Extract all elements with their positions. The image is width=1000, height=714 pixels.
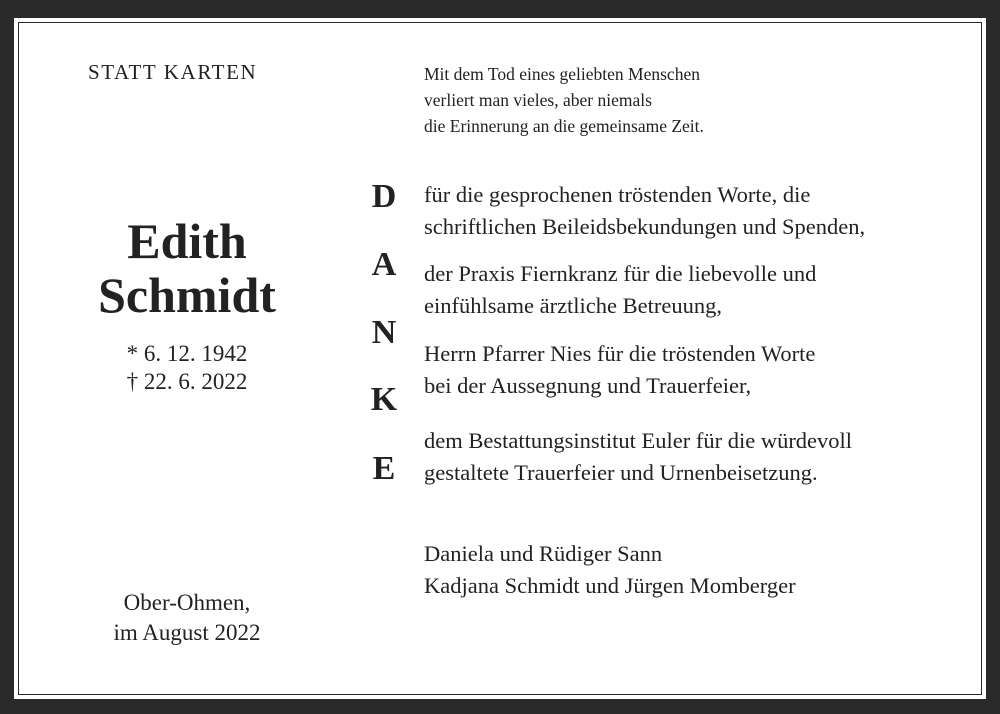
signature-line: Daniela und Rüdiger Sann xyxy=(424,541,663,566)
danke-letter-e: E xyxy=(372,450,396,487)
thanks-line: einfühlsame ärztliche Betreuung, xyxy=(424,293,723,318)
thanks-line: schriftlichen Beileidsbekundungen und Spenden, xyxy=(424,214,866,239)
thanks-line: Herrn Pfarrer Nies für die tröstenden Worte xyxy=(424,341,816,366)
poem-line: verliert man vieles, aber niemals xyxy=(424,90,652,110)
poem xyxy=(424,61,964,139)
obituary-card xyxy=(14,18,986,699)
date: im August 2022 xyxy=(113,620,261,645)
thanks-line: gestaltete Trauerfeier und Urnenbeisetzung. xyxy=(424,460,818,485)
thanks-line: bei der Aussegnung und Trauerfeier, xyxy=(424,373,752,398)
danke-letter-n: N xyxy=(371,314,397,351)
deceased-name xyxy=(74,214,300,322)
statt-karten-label: STATT KARTEN xyxy=(88,60,258,84)
danke-letter-d: D xyxy=(371,178,397,215)
place-and-date xyxy=(74,588,300,648)
danke-letter-a: A xyxy=(371,246,397,283)
thanks-line: für die gesprochenen tröstenden Worte, die xyxy=(424,182,811,207)
signatures xyxy=(424,538,984,602)
place: Ober-Ohmen, xyxy=(123,590,251,615)
death-date: † 22. 6. 2022 xyxy=(126,369,248,394)
life-dates xyxy=(74,340,300,396)
danke-letter-k: K xyxy=(370,381,398,418)
last-name: Schmidt xyxy=(98,267,276,323)
poem-line: die Erinnerung an die gemeinsame Zeit. xyxy=(424,116,704,136)
thanks-line: dem Bestattungsinstitut Euler für die würdevoll xyxy=(424,428,853,453)
thanks-paragraph-words xyxy=(424,179,984,243)
thanks-line: der Praxis Fiernkranz für die liebevolle und xyxy=(424,261,817,286)
signature-line: Kadjana Schmidt und Jürgen Momberger xyxy=(424,573,796,598)
birth-date: * 6. 12. 1942 xyxy=(126,341,248,366)
thanks-paragraph-practice xyxy=(424,258,984,322)
first-name: Edith xyxy=(127,213,247,269)
thanks-paragraph-pastor xyxy=(424,338,984,402)
thanks-paragraph-funeral-home xyxy=(424,425,984,489)
poem-line: Mit dem Tod eines geliebten Menschen xyxy=(424,64,700,84)
